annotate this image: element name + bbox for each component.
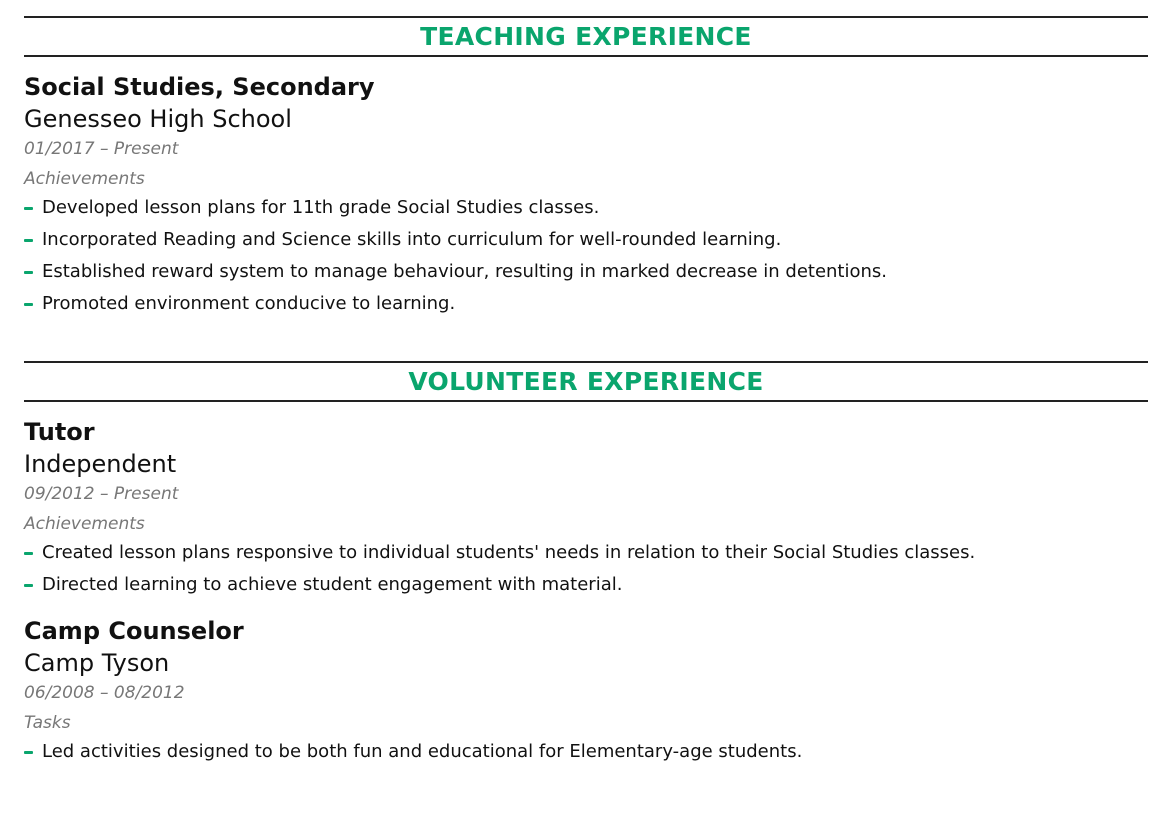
section-header (24, 361, 1148, 402)
list-item (24, 740, 1148, 764)
entry-subheading: Tasks (24, 713, 71, 733)
experience-entry (24, 617, 1148, 764)
dash-bullet-icon (24, 271, 33, 274)
dash-bullet-icon (24, 207, 33, 210)
dash-bullet-icon (24, 751, 33, 754)
bullet-list (24, 740, 1148, 764)
date-range: 01/2017 – Present (24, 139, 179, 159)
dash-bullet-icon (24, 239, 33, 242)
entry-subheading: Achievements (24, 169, 145, 189)
bullet-text: Developed lesson plans for 11th grade Social Studies classes. (42, 197, 600, 218)
job-title: Tutor (24, 418, 95, 446)
teaching-experience-section (24, 16, 1148, 316)
entry-subheading: Achievements (24, 514, 145, 534)
experience-entry (24, 418, 1148, 597)
volunteer-experience-section (24, 361, 1148, 764)
list-item (24, 228, 1148, 252)
organization-name: Camp Tyson (24, 649, 170, 677)
organization-name: Independent (24, 450, 177, 478)
date-range: 09/2012 – Present (24, 484, 179, 504)
date-range: 06/2008 – 08/2012 (24, 683, 185, 703)
dash-bullet-icon (24, 303, 33, 306)
bullet-text: Led activities designed to be both fun and educational for Elementary-age students. (42, 741, 803, 762)
list-item (24, 260, 1148, 284)
list-item (24, 541, 1148, 565)
organization-name: Genesseo High School (24, 105, 292, 133)
bullet-text: Established reward system to manage behaviour, resulting in marked decrease in detentions. (42, 261, 888, 282)
section-title: VOLUNTEER EXPERIENCE (408, 367, 764, 396)
list-item (24, 292, 1148, 316)
list-item (24, 573, 1148, 597)
bullet-list (24, 196, 1148, 316)
experience-entry (24, 73, 1148, 316)
dash-bullet-icon (24, 552, 33, 555)
list-item (24, 196, 1148, 220)
section-header (24, 16, 1148, 57)
bullet-text: Directed learning to achieve student engagement with material. (42, 574, 623, 595)
bullet-text: Promoted environment conducive to learning. (42, 293, 456, 314)
job-title: Camp Counselor (24, 617, 244, 645)
bullet-text: Created lesson plans responsive to individual students' needs in relation to their Social Studies classes. (42, 542, 976, 563)
bullet-text: Incorporated Reading and Science skills into curriculum for well-rounded learning. (42, 229, 782, 250)
bullet-list (24, 541, 1148, 597)
section-title: TEACHING EXPERIENCE (420, 22, 752, 51)
dash-bullet-icon (24, 584, 33, 587)
job-title: Social Studies, Secondary (24, 73, 375, 101)
